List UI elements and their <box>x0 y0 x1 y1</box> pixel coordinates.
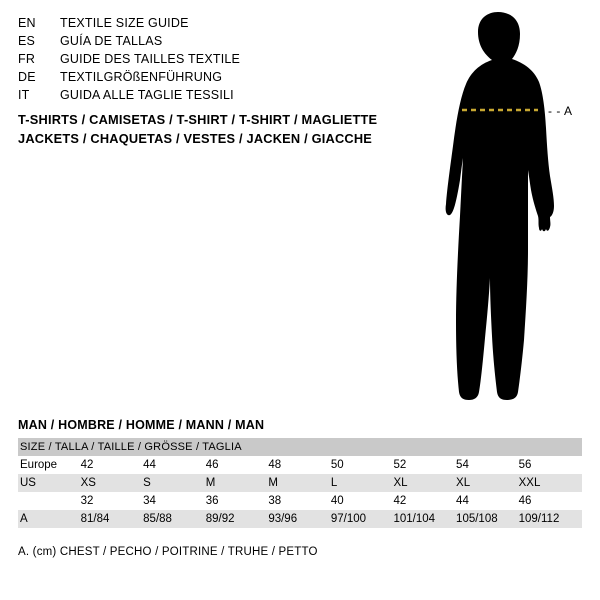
row-label: US <box>18 474 81 492</box>
table-cell: 89/92 <box>206 510 269 528</box>
size-table <box>18 438 582 528</box>
language-row <box>18 86 398 104</box>
table-cell: 42 <box>393 492 456 510</box>
table-row <box>18 474 582 492</box>
row-label: Europe <box>18 456 81 474</box>
table-cell: 32 <box>81 492 144 510</box>
man-silhouette-icon <box>400 10 600 410</box>
category-line-tshirts: T-SHIRTS / CAMISETAS / T-SHIRT / T-SHIRT / MAGLIETTE <box>18 112 378 127</box>
chest-measure-dashes: - - <box>548 104 561 118</box>
table-cell: 105/108 <box>456 510 519 528</box>
language-row <box>18 50 398 68</box>
language-code: EN <box>18 16 36 30</box>
language-row <box>18 68 398 86</box>
table-header-cell: SIZE / TALLA / TAILLE / GRÖSSE / TAGLIA <box>18 438 582 456</box>
chest-measure-label <box>548 104 573 118</box>
table-title: MAN / HOMBRE / HOMME / MANN / MAN <box>18 418 265 432</box>
size-table-block <box>18 418 582 528</box>
language-code: DE <box>18 70 36 84</box>
language-text: TEXTILE SIZE GUIDE <box>60 16 189 30</box>
language-code: ES <box>18 34 36 48</box>
table-cell: 42 <box>81 456 144 474</box>
language-text: TEXTILGRÖßENFÜHRUNG <box>60 70 223 84</box>
table-cell: XL <box>393 474 456 492</box>
language-text: GUIDE DES TAILLES TEXTILE <box>60 52 241 66</box>
table-cell: M <box>206 474 269 492</box>
table-cell: 50 <box>331 456 394 474</box>
table-cell: M <box>268 474 331 492</box>
table-cell: 54 <box>456 456 519 474</box>
language-text: GUIDA ALLE TAGLIE TESSILI <box>60 88 234 102</box>
table-cell: 56 <box>519 456 582 474</box>
table-cell: 44 <box>456 492 519 510</box>
table-cell: 40 <box>331 492 394 510</box>
category-line-jackets: JACKETS / CHAQUETAS / VESTES / JACKEN / GIACCHE <box>18 131 373 146</box>
language-title-block <box>18 14 398 104</box>
figure-illustration <box>400 10 600 410</box>
table-row <box>18 492 582 510</box>
language-row <box>18 14 398 32</box>
row-label <box>18 492 81 510</box>
table-cell: 93/96 <box>268 510 331 528</box>
table-cell: 46 <box>206 456 269 474</box>
category-block <box>18 110 438 148</box>
language-code: IT <box>18 88 30 102</box>
chest-measure-letter: A <box>564 104 573 118</box>
table-cell: XL <box>456 474 519 492</box>
language-text: GUÍA DE TALLAS <box>60 34 163 48</box>
language-row <box>18 32 398 50</box>
row-label: A <box>18 510 81 528</box>
table-cell: 101/104 <box>393 510 456 528</box>
table-cell: 48 <box>268 456 331 474</box>
table-header-row <box>18 438 582 456</box>
table-cell: 97/100 <box>331 510 394 528</box>
table-row <box>18 510 582 528</box>
table-cell: 85/88 <box>143 510 206 528</box>
table-cell: 52 <box>393 456 456 474</box>
table-cell: 46 <box>519 492 582 510</box>
table-cell: 34 <box>143 492 206 510</box>
table-cell: 44 <box>143 456 206 474</box>
table-cell: 38 <box>268 492 331 510</box>
table-cell: L <box>331 474 394 492</box>
table-cell: 36 <box>206 492 269 510</box>
table-row <box>18 456 582 474</box>
table-footnote: A. (cm) CHEST / PECHO / POITRINE / TRUHE / PETTO <box>18 546 318 558</box>
language-code: FR <box>18 52 36 66</box>
table-cell: XXL <box>519 474 582 492</box>
table-cell: XS <box>81 474 144 492</box>
table-cell: 81/84 <box>81 510 144 528</box>
table-cell: 109/112 <box>519 510 582 528</box>
table-cell: S <box>143 474 206 492</box>
